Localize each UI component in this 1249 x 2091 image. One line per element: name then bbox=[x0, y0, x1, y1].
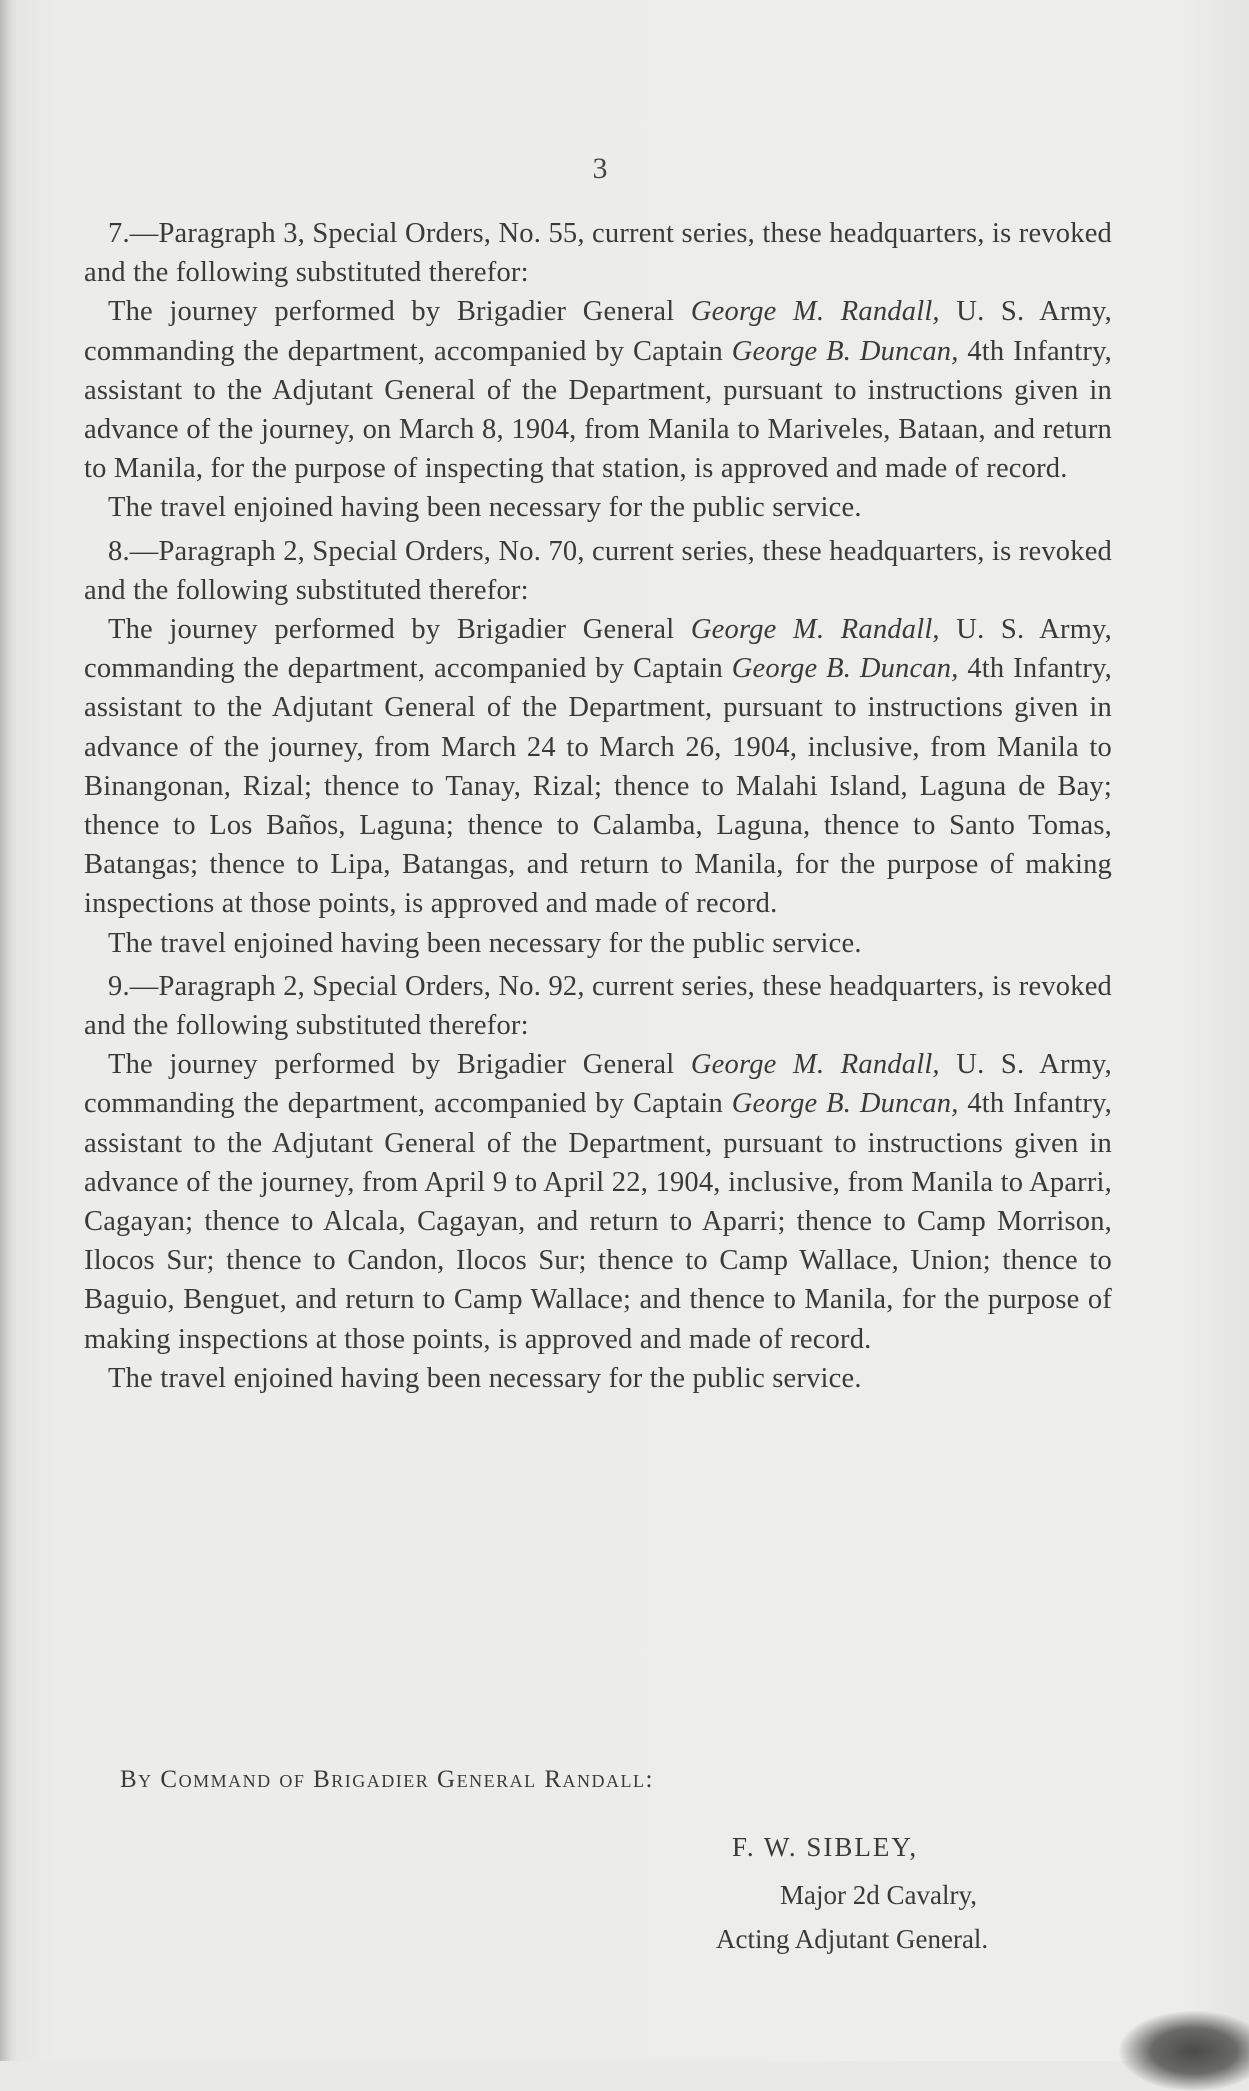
paragraph-7-body-a: The journey performed by Brigadier General bbox=[108, 296, 691, 328]
paragraph-7-closing: The travel enjoined having been necessary for the public service. bbox=[108, 492, 862, 524]
paragraph-8-body bbox=[84, 610, 1112, 924]
paragraph-9-body-c: 4th Infantry, assistant to the Adjutant General of the Department, pursuant to instructions given in advance of the journey, from April 9 to April 22, 1904, inclusive, from Manila to Aparri, Cagayan; thence to Alcala, Cagayan, and return to Aparri; thence to Camp Morrison, Ilocos Sur; thence to Candon, Ilocos Sur; thence to Camp Wallace, Union; thence to Baguio, Benguet, and return to Camp Wallace; and thence to Manila, for the purpose of making inspections at those points, is approved and made of record. bbox=[84, 1088, 1112, 1355]
paragraph-8-captain-name: George B. Duncan, bbox=[731, 653, 959, 685]
paragraph-7-body bbox=[84, 292, 1112, 488]
paragraph-7-intro: 7.—Paragraph 3, Special Orders, No. 55, current series, these headquarters, is revoked and the following substituted therefor: bbox=[84, 218, 1112, 289]
page-number: 3 bbox=[592, 152, 608, 185]
paragraph-9-captain-name: George B. Duncan, bbox=[731, 1088, 959, 1120]
corner-stain bbox=[1119, 2011, 1249, 2091]
paragraph-9-general-name: George M. Randall, bbox=[690, 1049, 940, 1081]
paragraph-8-body-a: The journey performed by Brigadier General bbox=[108, 614, 691, 646]
paragraph-8-intro: 8.—Paragraph 2, Special Orders, No. 70, current series, these headquarters, is revoked and the following substituted therefor: bbox=[84, 535, 1112, 606]
paragraph-9-intro: 9.—Paragraph 2, Special Orders, No. 92, current series, these headquarters, is revoked and the following substituted therefor: bbox=[84, 970, 1112, 1042]
paragraph-9-body-b: U. S. Army, commanding the department, accompanied by Captain bbox=[84, 1049, 1112, 1120]
paragraph-8-closing: The travel enjoined having been necessary for the public service. bbox=[108, 927, 862, 959]
paragraph-9-body bbox=[84, 1045, 1112, 1359]
paragraph-8-body-c: 4th Infantry, assistant to the Adjutant General of the Department, pursuant to instructions given in advance of the journey, from March 24 to March 26, 1904, inclusive, from Manila to Binangonan, Rizal; thence to Tanay, Rizal; thence to Malahi Island, Laguna de Bay; thence to Los Baños, Laguna; thence to Calamba, Laguna, thence to Santo Tomas, Batangas; thence to Lipa, Batangas, and return to Manila, for the purpose of making inspections at those points, is approved and made of record. bbox=[84, 653, 1112, 920]
paragraph-7-general-name: George M. Randall, bbox=[690, 296, 940, 328]
paragraph-8-body-b: U. S. Army, commanding the department, accompanied by Captain bbox=[84, 614, 1112, 685]
paragraph-7-body-b: U. S. Army, commanding the department, accompanied by Captain bbox=[84, 296, 1112, 367]
paragraph-7-body-c: 4th Infantry, assistant to the Adjutant General of the Department, pursuant to instructions given in advance of the journey, on March 8, 1904, from Manila to Mariveles, Bataan, and return to Manila, for the purpose of inspecting that station, is approved and made of record. bbox=[84, 335, 1112, 485]
document-body bbox=[84, 214, 1112, 1402]
paragraph-9-body-a: The journey performed by Brigadier General bbox=[108, 1049, 691, 1081]
command-line: By Command of Brigadier General Randall: bbox=[120, 1766, 654, 1793]
paragraph-7-captain-name: George B. Duncan, bbox=[731, 335, 959, 367]
signer-name: F. W. SIBLEY, bbox=[732, 1832, 919, 1862]
signer-rank: Major 2d Cavalry, bbox=[780, 1880, 977, 1910]
page-binding-edge bbox=[0, 0, 10, 2061]
paragraph-9-closing: The travel enjoined having been necessary for the public service. bbox=[108, 1362, 862, 1394]
signer-title: Acting Adjutant General. bbox=[716, 1924, 989, 1954]
paragraph-8-general-name: George M. Randall, bbox=[690, 614, 940, 646]
